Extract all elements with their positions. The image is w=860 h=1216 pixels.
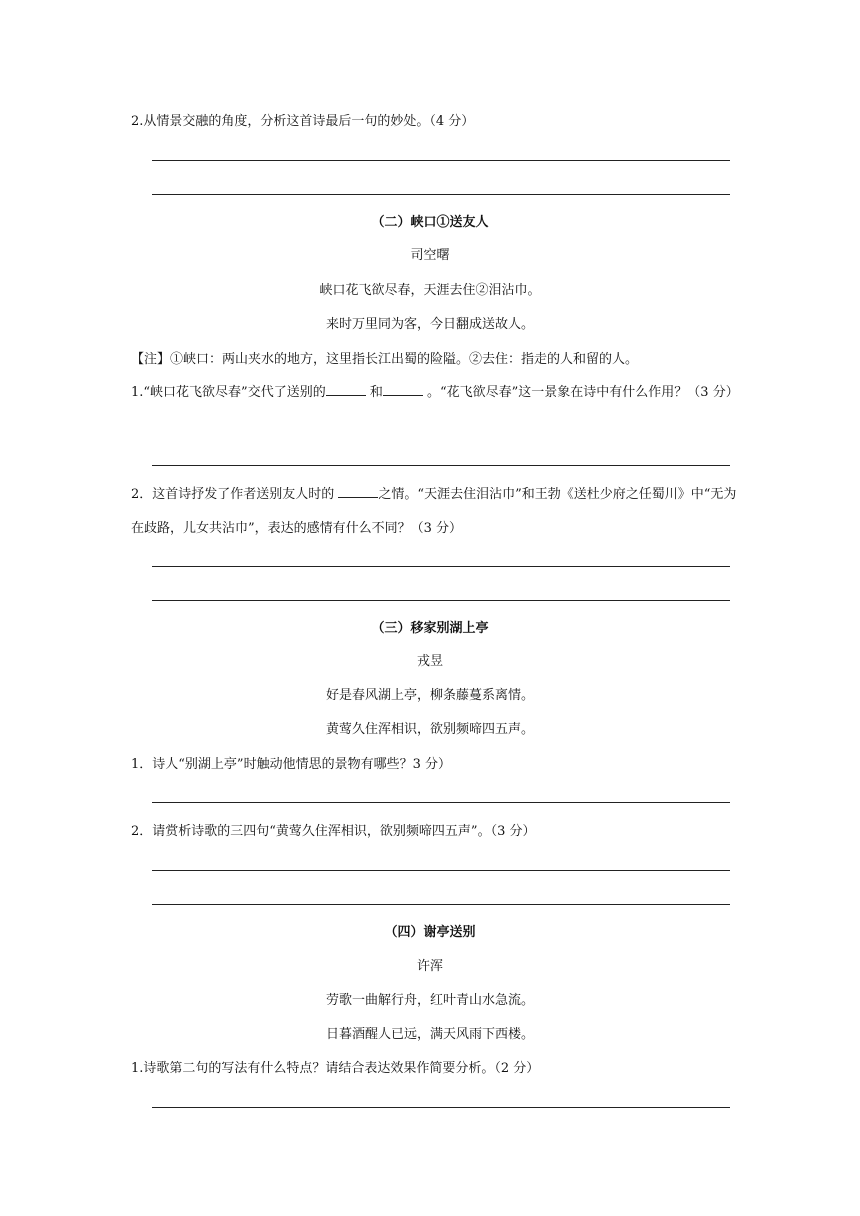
poem-title-4: （四）谢亭送别 [384,925,476,940]
question-s3-1: 1．诗人“别湖上亭”时触动他情思的景物有哪些？3 分） [131,757,451,772]
answer-line [152,566,730,567]
poem-title-2: （二）峡口①送友人 [371,215,489,230]
answer-line [152,802,730,803]
answer-line [152,904,730,905]
poem-line-4-1: 劳歌一曲解行舟，红叶青山水急流。 [325,993,534,1008]
question-text: 2．这首诗抒发了作者送别友人时的 [131,487,335,502]
poem-note-2: 【注】①峡口：两山夹水的地方，这里指长江出蜀的险隘。②去住：指走的人和留的人。 [131,352,639,367]
poem-line-2-1: 峡口花飞欲尽春，天涯去住②泪沾巾。 [319,283,541,298]
answer-line [152,194,730,195]
poem-author-4: 许浑 [416,959,443,974]
fill-blank [338,485,378,498]
fill-blank [326,383,366,396]
question-text: 1.“峡口花飞欲尽春”交代了送别的 [131,385,326,400]
question-s2-2 [131,478,741,546]
answer-line [152,1107,730,1108]
poem-line-3-1: 好是春风湖上亭，柳条藤蔓系离情。 [325,688,534,703]
answer-line [152,870,730,871]
fill-blank [383,383,423,396]
answer-line [152,465,730,466]
poem-line-4-2: 日暮酒醒人已远，满天风雨下西楼。 [325,1027,534,1042]
question-text: 。“花飞欲尽春”这一景象在诗中有什么作用？（3 分） [427,385,739,400]
answer-line [152,160,730,161]
question-s1-2: 2.从情景交融的角度，分析这首诗最后一句的妙处。（4 分） [131,114,475,129]
poem-title-3: （三）移家别湖上亭 [371,621,489,636]
question-text: 和 [369,385,383,400]
question-s3-2: 2．请赏析诗歌的三四句“黄莺久住浑相识，欲别频啼四五声”。（3 分） [131,824,536,839]
poem-line-2-2: 来时万里同为客，今日翻成送故人。 [325,317,534,332]
question-s2-1 [131,376,741,410]
poem-author-3: 戎昱 [416,654,443,669]
question-text: 之情。“天涯去住泪沾巾”和王勃《送杜少府之任蜀川》中“无为在歧路，儿女共沾巾”，表达的感情有什么不同？（3 分） [131,487,737,536]
answer-line [152,600,730,601]
poem-author-2: 司空曙 [410,248,450,263]
poem-line-3-2: 黄莺久住浑相识，欲别频啼四五声。 [325,722,534,737]
question-s4-1: 1.诗歌第二句的写法有什么特点？请结合表达效果作简要分析。（2 分） [131,1061,540,1076]
